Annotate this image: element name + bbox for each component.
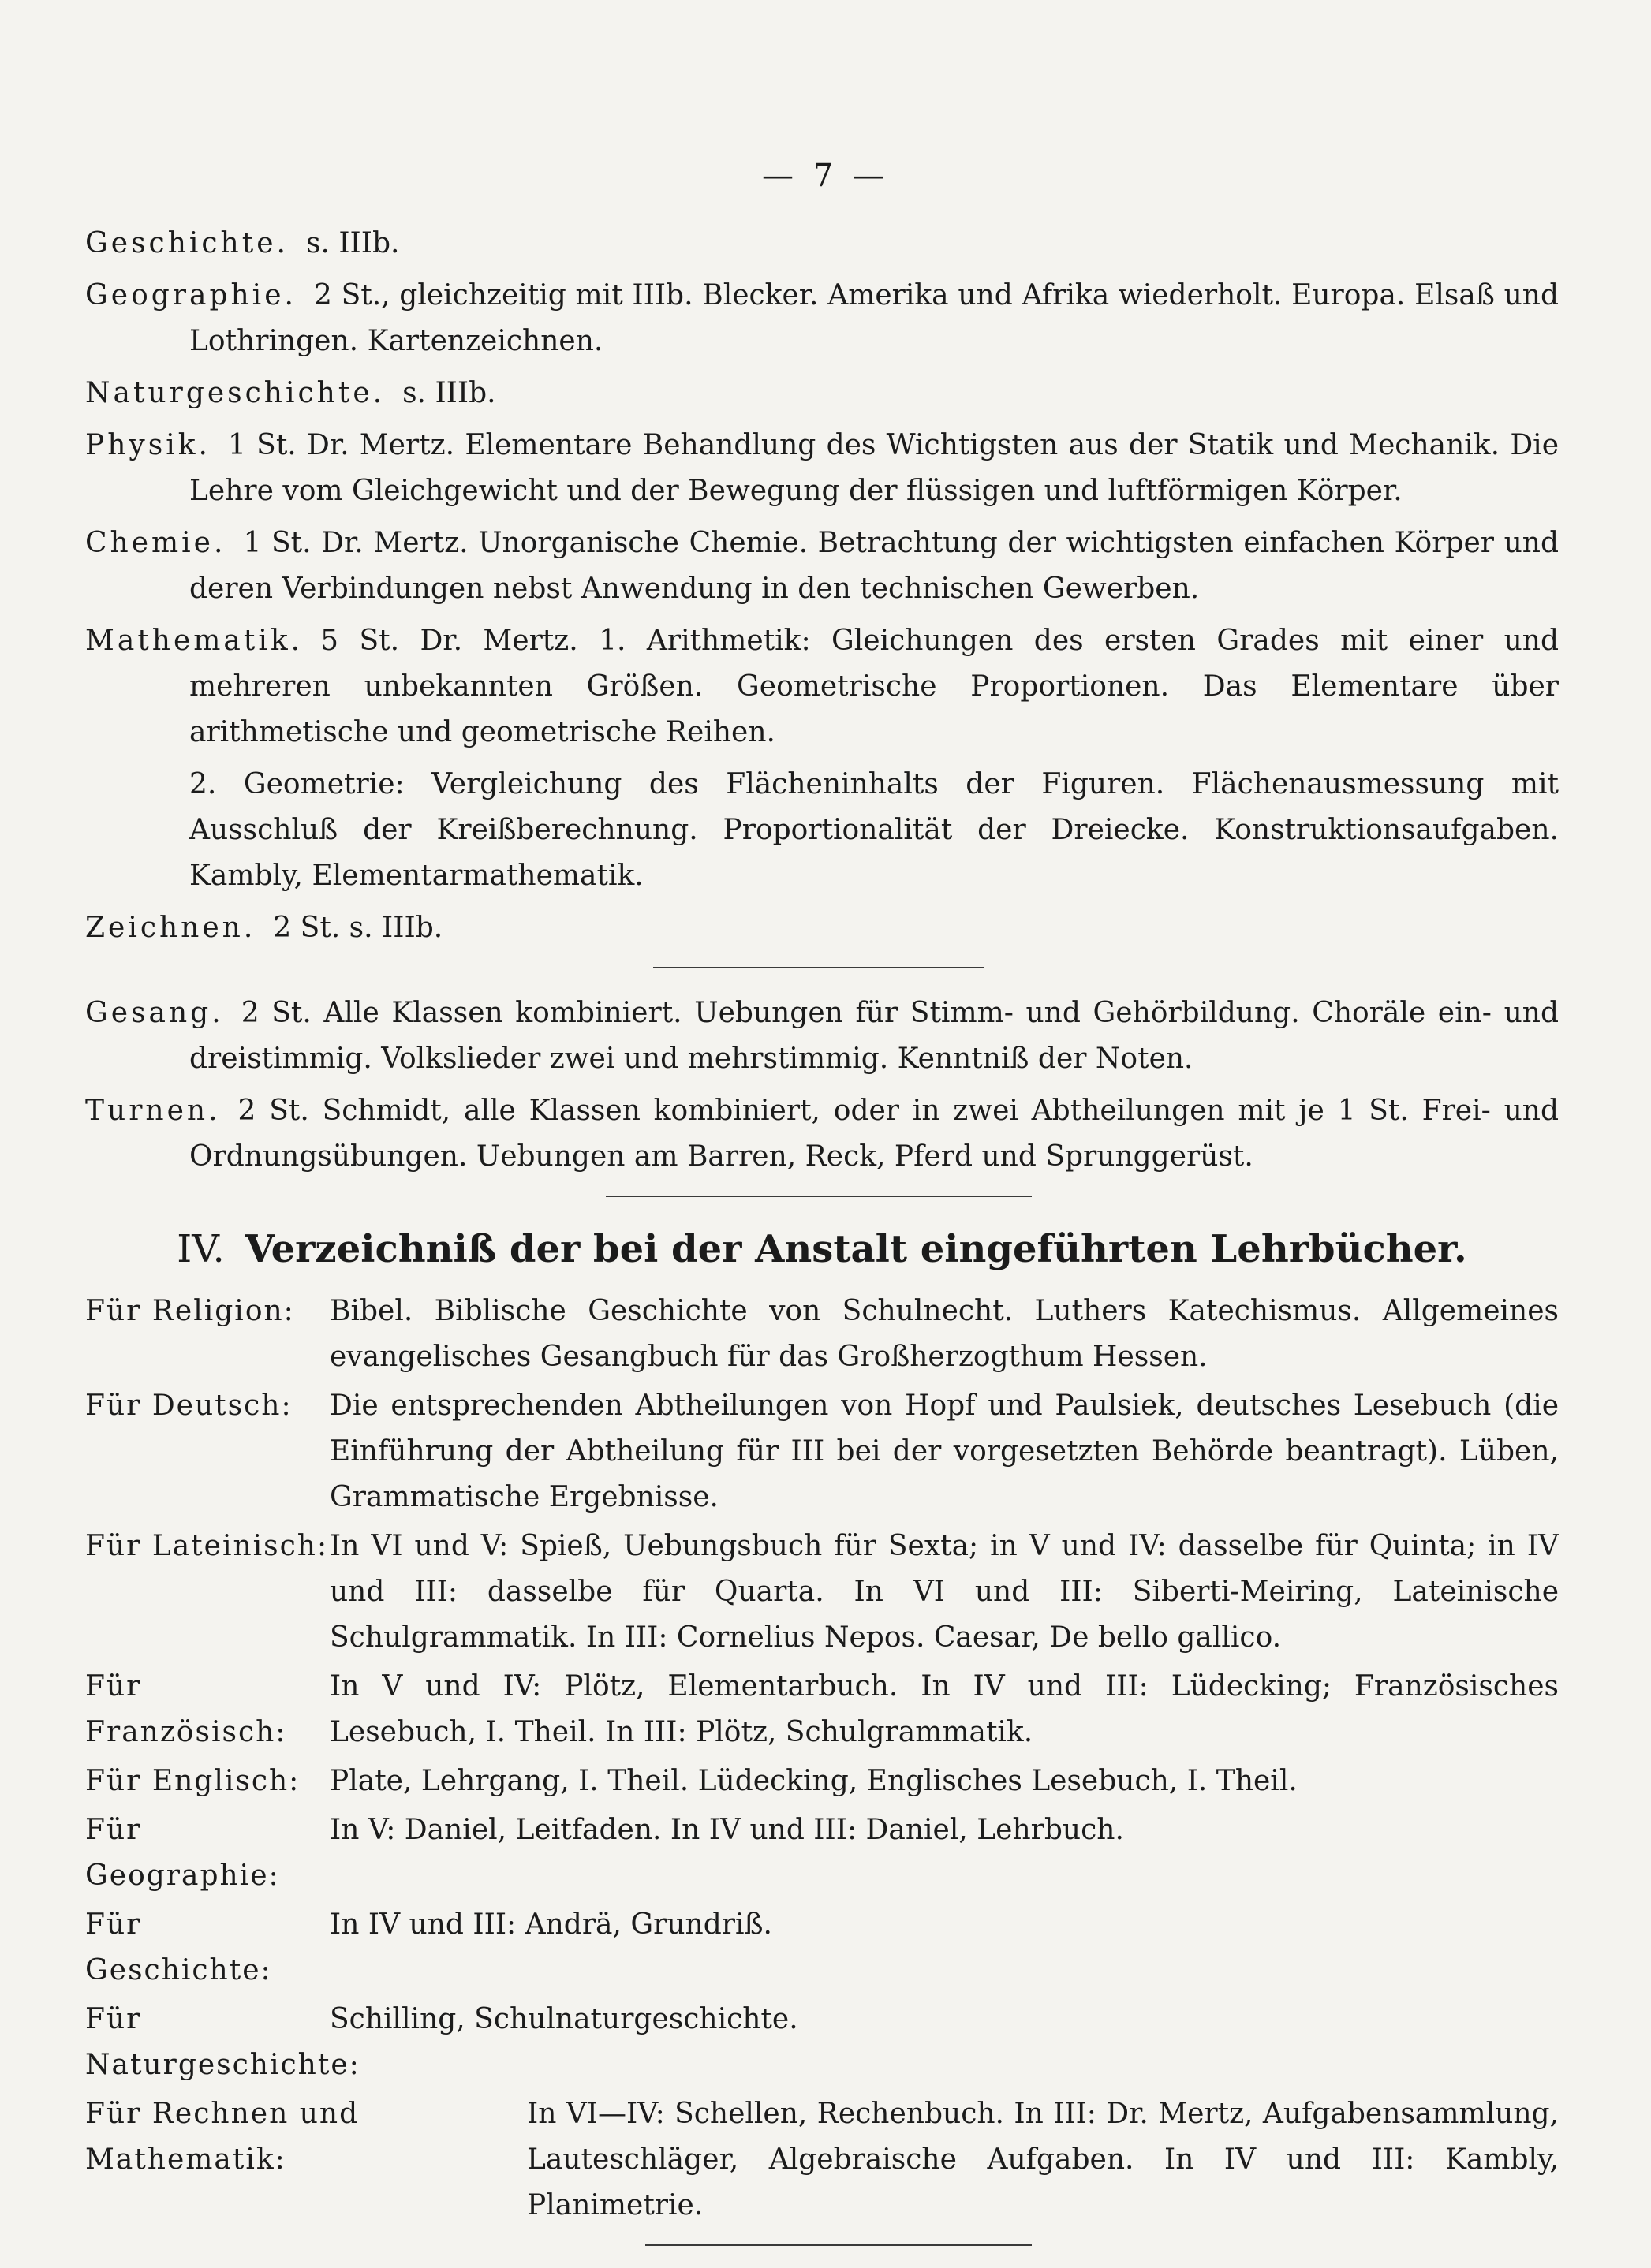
subject-text: 2 St., gleichzeitig mit IIIb. Blecker. Amerika und Afrika wiederholt. Europa. Elsaß und Lothringen. Kartenzeichnen.: [189, 279, 1559, 357]
subject-text: 2 St. Schmidt, alle Klassen kombiniert, oder in zwei Abtheilungen mit je 1 St. Frei- und Ordnungsübungen. Uebungen am Barren, Reck, Pferd und Sprunggerüst.: [189, 1095, 1559, 1173]
subject-heading: Chemie.: [85, 527, 226, 559]
page-content: [85, 221, 1559, 2268]
curriculum-entry: [85, 371, 1559, 416]
subject-heading: Geschichte.: [85, 227, 289, 259]
textbook-text: In IV und III: Andrä, Grundriß.: [330, 1908, 772, 1941]
curriculum-entry: [85, 221, 1559, 267]
subject-heading: Physik.: [85, 429, 211, 461]
textbook-entry: [85, 1524, 1559, 1661]
page-number: — 7 —: [762, 158, 889, 194]
subject-text: 1 St. Dr. Mertz. Unorganische Chemie. Betrachtung der wichtigsten einfachen Körper und deren Verbindungen nebst Anwendung in den technischen Gewerben.: [189, 527, 1559, 605]
textbook-text: In V und IV: Plötz, Elementarbuch. In IV und III: Lüdecking; Französisches Lesebuch, I. Theil. In III: Plötz, Schulgrammatik.: [330, 1670, 1559, 1748]
general-entry: [85, 990, 1559, 1082]
curriculum-entry: [85, 618, 1559, 755]
textbook-entry: [85, 1664, 1559, 1755]
subject-heading: Naturgeschichte.: [85, 377, 386, 409]
subject-text: 2 St. s. IIIb.: [273, 912, 443, 944]
textbook-label: Für Naturgeschichte:: [85, 2003, 360, 2081]
textbook-label: Für Religion:: [85, 1295, 295, 1327]
subject-heading: Turnen.: [85, 1095, 221, 1127]
curriculum-entry: [85, 273, 1559, 364]
textbook-label: Für Französisch:: [85, 1670, 287, 1748]
textbook-label: Für Deutsch:: [85, 1390, 293, 1422]
textbook-label: Für Geographie:: [85, 1814, 280, 1892]
section-number: IV.: [177, 1227, 225, 1271]
textbook-entry: [85, 1807, 1559, 1899]
subject-heading: Mathematik.: [85, 625, 304, 657]
curriculum-entry: [85, 423, 1559, 514]
curriculum-entry-continuation: [85, 762, 1559, 899]
subject-text: 2. Geometrie: Vergleichung des Flächeninhalts der Figuren. Flächenausmessung mit Ausschluß der Kreißberechnung. Proportionalität der Dreiecke. Konstruktionsaufgaben. Kambly, Elementarmathematik.: [189, 768, 1559, 892]
divider: [606, 1196, 1032, 1197]
curriculum-entry: [85, 905, 1559, 951]
subject-heading: Zeichnen.: [85, 912, 256, 944]
textbook-entry: [85, 1289, 1559, 1380]
textbook-label: Für Englisch:: [85, 1765, 301, 1797]
textbook-text: In V: Daniel, Leitfaden. In IV und III: Daniel, Lehrbuch.: [330, 1814, 1124, 1846]
curriculum-entry: [85, 520, 1559, 612]
subject-text: s. IIIb.: [305, 227, 400, 259]
textbook-entry: [85, 1902, 1559, 1994]
subject-text: 5 St. Dr. Mertz. 1. Arithmetik: Gleichungen des ersten Grades mit einer und mehreren unbekannten Größen. Geometrische Proportionen. Das Elementare über arithmetische und geometrische Reihen.: [189, 625, 1559, 748]
textbook-entry: [85, 2091, 1559, 2229]
section-title: [85, 1224, 1559, 1274]
textbook-entry: [85, 1759, 1559, 1804]
general-entry: [85, 1088, 1559, 1180]
subject-text: 1 St. Dr. Mertz. Elementare Behandlung des Wichtigsten aus der Statik und Mechanik. Die Lehre vom Gleichgewicht und der Bewegung der flüssigen und luftförmigen Körper.: [189, 429, 1559, 507]
textbook-text: In VI—IV: Schellen, Rechenbuch. In III: Dr. Mertz, Aufgabensammlung, Lauteschläger, Algebraische Aufgaben. In IV und III: Kambly, Planimetrie.: [527, 2098, 1559, 2221]
textbook-label: Für Rechnen und Mathematik:: [85, 2098, 360, 2176]
divider: [645, 2244, 1032, 2246]
textbook-entry: [85, 1383, 1559, 1520]
textbook-entry: [85, 1997, 1559, 2088]
subject-text: s. IIIb.: [402, 377, 496, 409]
divider: [653, 967, 984, 968]
textbook-label: Für Lateinisch:: [85, 1530, 329, 1562]
textbook-text: In VI und V: Spieß, Uebungsbuch für Sexta; in V und IV: dasselbe für Quinta; in IV und III: dasselbe für Quarta. In VI und III: Siberti-Meiring, Lateinische Schulgrammatik. In III: Cornelius Nepos. Caesar, De bello gallico.: [330, 1530, 1559, 1654]
textbook-text: Bibel. Biblische Geschichte von Schulnecht. Luthers Katechismus. Allgemeines evangelisches Gesangbuch für das Großherzogthum Hessen.: [330, 1295, 1559, 1373]
subject-heading: Gesang.: [85, 997, 224, 1029]
textbook-text: Schilling, Schulnaturgeschichte.: [330, 2003, 798, 2035]
subject-heading: Geographie.: [85, 279, 297, 311]
section-heading: Verzeichniß der bei der Anstalt eingeführten Lehrbücher.: [245, 1227, 1467, 1271]
subject-text: 2 St. Alle Klassen kombiniert. Uebungen für Stimm- und Gehörbildung. Choräle ein- und dreistimmig. Volkslieder zwei und mehrstimmig. Kenntniß der Noten.: [189, 997, 1559, 1075]
textbook-label: Für Geschichte:: [85, 1908, 272, 1986]
textbook-text: Plate, Lehrgang, I. Theil. Lüdecking, Englisches Lesebuch, I. Theil.: [330, 1765, 1298, 1797]
textbook-text: Die entsprechenden Abtheilungen von Hopf und Paulsiek, deutsches Lesebuch (die Einführung der Abtheilung für III bei der vorgesetzten Behörde beantragt). Lüben, Grammatische Ergebnisse.: [330, 1390, 1559, 1513]
